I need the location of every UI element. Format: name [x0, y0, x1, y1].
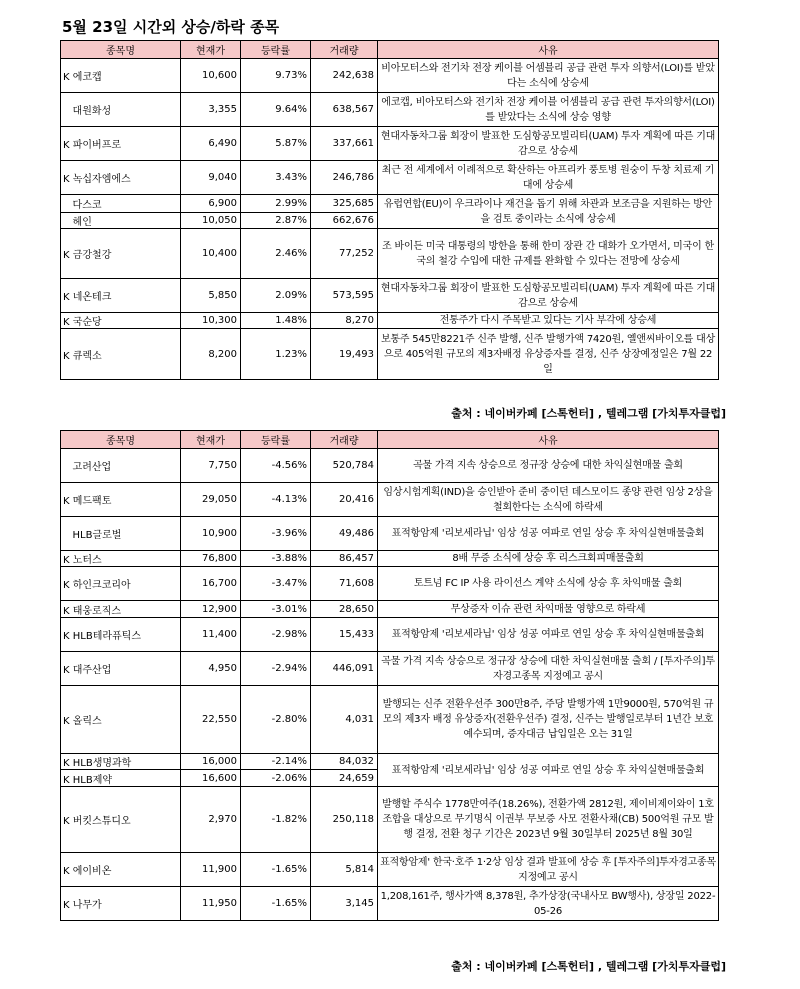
price: 76,800 [181, 551, 241, 567]
table-row [61, 449, 719, 483]
reason: 조 바이든 미국 대통령의 방한을 통해 한미 장관 간 대화가 오가면서, 미국이 한국의 철강 수입에 대한 규제를 완화할 수 있다는 전망에 상승세 [378, 229, 719, 279]
volume: 28,650 [311, 601, 378, 618]
header-volume: 거래량 [311, 41, 378, 59]
page-title: 5월 23일 시간외 상승/하락 종목 [62, 18, 280, 36]
volume: 49,486 [311, 517, 378, 551]
price: 6,490 [181, 127, 241, 161]
volume: 4,031 [311, 686, 378, 754]
table-row [61, 161, 719, 195]
table-header-row [61, 41, 719, 59]
volume: 662,676 [311, 213, 378, 229]
change-rate: -1.82% [241, 787, 311, 853]
change-rate: -2.80% [241, 686, 311, 754]
reason: 현대자동차그룹 회장이 발표한 도심항공모빌리티(UAM) 투자 계획에 따른 기대감으로 상승세 [378, 127, 719, 161]
price: 5,850 [181, 279, 241, 313]
reason: 비아모터스와 전기차 전장 케이블 어셈블리 공급 관련 투자 의향서(LOI)를 받았다는 소식에 상승세 [378, 59, 719, 93]
header-change: 등락률 [241, 41, 311, 59]
change-rate: -3.47% [241, 567, 311, 601]
reason: 1,208,161주, 행사가액 8,378원, 추가상장(국내사모 BW행사), 상장일 2022-05-26 [378, 887, 719, 921]
table-row [61, 127, 719, 161]
price: 11,950 [181, 887, 241, 921]
stock-name: K 에코캡 [61, 59, 181, 93]
falling-stocks-table [60, 430, 719, 921]
volume: 246,786 [311, 161, 378, 195]
volume: 250,118 [311, 787, 378, 853]
change-rate: 2.99% [241, 195, 311, 213]
stock-name: K HLB테라퓨틱스 [61, 618, 181, 652]
volume: 84,032 [311, 754, 378, 770]
table-row [61, 483, 719, 517]
volume: 8,270 [311, 313, 378, 329]
reason: 표적항암제' 한국·호주 1·2상 임상 결과 발표에 상승 후 [투자주의]투자경고종목 지정예고 공시 [378, 853, 719, 887]
change-rate: 1.48% [241, 313, 311, 329]
reason: 유럽연합(EU)이 우크라이나 재건을 돕기 위해 차관과 보조금을 지원하는 방안을 검토 중이라는 소식에 상승세 [378, 195, 719, 229]
reason: 곡물 가격 지속 상승으로 정규장 상승에 대한 차익실현매물 출회 / [투자주의]투자경고종목 지정예고 공시 [378, 652, 719, 686]
table-row [61, 229, 719, 279]
reason: 토트넘 FC IP 사용 라이선스 계약 소식에 상승 후 차익매물 출회 [378, 567, 719, 601]
stock-name: K 나무가 [61, 887, 181, 921]
volume: 573,595 [311, 279, 378, 313]
volume: 638,567 [311, 93, 378, 127]
header-volume: 거래량 [311, 431, 378, 449]
stock-name: 대원화성 [61, 93, 181, 127]
price: 22,550 [181, 686, 241, 754]
stock-name: K HLB생명과학 [61, 754, 181, 770]
change-rate: -4.56% [241, 449, 311, 483]
volume: 71,608 [311, 567, 378, 601]
change-rate: 2.09% [241, 279, 311, 313]
price: 16,000 [181, 754, 241, 770]
table-row [61, 59, 719, 93]
stock-name: 고려산업 [61, 449, 181, 483]
table-row [61, 887, 719, 921]
reason: 표적항암제 '리보세라닙' 임상 성공 여파로 연일 상승 후 차익실현매물출회 [378, 517, 719, 551]
change-rate: -2.14% [241, 754, 311, 770]
price: 10,600 [181, 59, 241, 93]
header-reason: 사유 [378, 431, 719, 449]
price: 16,600 [181, 770, 241, 787]
price: 7,750 [181, 449, 241, 483]
volume: 86,457 [311, 551, 378, 567]
table-row [61, 551, 719, 567]
stock-name: K 파이버프로 [61, 127, 181, 161]
change-rate: 5.87% [241, 127, 311, 161]
reason: 표적항암제 '리보세라닙' 임상 성공 여파로 연일 상승 후 차익실현매물출회 [378, 754, 719, 787]
stock-name: 다스코 [61, 195, 181, 213]
volume: 19,493 [311, 329, 378, 380]
change-rate: -2.94% [241, 652, 311, 686]
table-row [61, 754, 719, 770]
source-note: 출처 : 네이버카페 [스톡헌터] , 텔레그램 [가치투자클럽] [451, 407, 726, 420]
volume: 520,784 [311, 449, 378, 483]
change-rate: -3.88% [241, 551, 311, 567]
stock-name: K 하인크코리아 [61, 567, 181, 601]
volume: 77,252 [311, 229, 378, 279]
volume: 5,814 [311, 853, 378, 887]
table-row [61, 517, 719, 551]
table-row [61, 279, 719, 313]
table-row [61, 93, 719, 127]
change-rate: 1.23% [241, 329, 311, 380]
reason: 임상시험계획(IND)을 승인받아 준비 중이던 데스모이드 종양 관련 임상 2상을 철회한다는 소식에 하락세 [378, 483, 719, 517]
change-rate: 9.73% [241, 59, 311, 93]
reason: 표적항암제 '리보세라닙' 임상 성공 여파로 연일 상승 후 차익실현매물출회 [378, 618, 719, 652]
stock-name: 헤인 [61, 213, 181, 229]
stock-name: K 버킷스튜디오 [61, 787, 181, 853]
price: 10,400 [181, 229, 241, 279]
header-change: 등락률 [241, 431, 311, 449]
stock-name: K 금강철강 [61, 229, 181, 279]
volume: 446,091 [311, 652, 378, 686]
stock-name: K 대주산업 [61, 652, 181, 686]
stock-name: K 메드팩토 [61, 483, 181, 517]
reason: 전통주가 다시 주목받고 있다는 기사 부각에 상승세 [378, 313, 719, 329]
stock-name: HLB글로벌 [61, 517, 181, 551]
table-row [61, 329, 719, 380]
table-row [61, 195, 719, 213]
table-row [61, 618, 719, 652]
rising-stocks-table [60, 40, 719, 380]
price: 10,900 [181, 517, 241, 551]
table-header-row [61, 431, 719, 449]
change-rate: -3.96% [241, 517, 311, 551]
stock-name: K 에이비온 [61, 853, 181, 887]
change-rate: -4.13% [241, 483, 311, 517]
volume: 20,416 [311, 483, 378, 517]
stock-name: K 태웅로직스 [61, 601, 181, 618]
table-row [61, 686, 719, 754]
reason: 발행할 주식수 1778만여주(18.26%), 전환가액 2812원, 제이비제이와이 1호조합을 대상으로 무기명식 이권부 무보증 사모 전환사채(CB) 500억원 규모 발행 결정, 전환 청구 기간은 2023년 9월 30일부터 2025년 8월 30일 [378, 787, 719, 853]
price: 11,900 [181, 853, 241, 887]
volume: 337,661 [311, 127, 378, 161]
change-rate: -1.65% [241, 853, 311, 887]
reason: 현대자동차그룹 회장이 발표한 도심항공모빌리티(UAM) 투자 계획에 따른 기대감으로 상승세 [378, 279, 719, 313]
price: 8,200 [181, 329, 241, 380]
reason: 8배 무증 소식에 상승 후 리스크회피매물출회 [378, 551, 719, 567]
reason: 최근 전 세계에서 이례적으로 확산하는 아프리카 풍토병 원숭이 두창 치료제 기대에 상승세 [378, 161, 719, 195]
stock-name: K HLB제약 [61, 770, 181, 787]
volume: 325,685 [311, 195, 378, 213]
reason: 무상증자 이슈 관련 차익매물 영향으로 하락세 [378, 601, 719, 618]
change-rate: -2.98% [241, 618, 311, 652]
reason: 발행되는 신주 전환우선주 300만8주, 주당 발행가액 1만9000원, 570억원 규모의 제3자 배정 유상증자(전환우선주) 결정, 신주는 발행일로부터 1년간 보호예수되며, 증자대금 납입일은 오는 31일 [378, 686, 719, 754]
table-row [61, 787, 719, 853]
stock-name: K 노터스 [61, 551, 181, 567]
price: 12,900 [181, 601, 241, 618]
change-rate: -2.06% [241, 770, 311, 787]
reason: 보통주 545만8221주 신주 발행, 신주 발행가액 7420원, 옐앤씨바이오를 대상으로 405억원 규모의 제3자배정 유상증자를 결정, 신주 상장예정일은 7월 22일 [378, 329, 719, 380]
stock-name: K 녹십자엠에스 [61, 161, 181, 195]
price: 3,355 [181, 93, 241, 127]
header-reason: 사유 [378, 41, 719, 59]
price: 2,970 [181, 787, 241, 853]
change-rate: 2.46% [241, 229, 311, 279]
price: 9,040 [181, 161, 241, 195]
source-note: 출처 : 네이버카페 [스톡헌터] , 텔레그램 [가치투자클럽] [451, 960, 726, 973]
table-row [61, 601, 719, 618]
volume: 3,145 [311, 887, 378, 921]
reason: 에코캡, 비아모터스와 전기차 전장 케이블 어셈블리 공급 관련 투자의향서(LOI)를 받았다는 소식에 상승 영향 [378, 93, 719, 127]
price: 11,400 [181, 618, 241, 652]
table-row [61, 853, 719, 887]
reason: 곡물 가격 지속 상승으로 정규장 상승에 대한 차익실현매물 출회 [378, 449, 719, 483]
stock-name: K 올릭스 [61, 686, 181, 754]
price: 29,050 [181, 483, 241, 517]
stock-name: K 국순당 [61, 313, 181, 329]
header-price: 현재가 [181, 41, 241, 59]
table-row [61, 567, 719, 601]
price: 4,950 [181, 652, 241, 686]
header-name: 종목명 [61, 41, 181, 59]
header-price: 현재가 [181, 431, 241, 449]
change-rate: 2.87% [241, 213, 311, 229]
header-name: 종목명 [61, 431, 181, 449]
change-rate: -1.65% [241, 887, 311, 921]
price: 10,050 [181, 213, 241, 229]
volume: 24,659 [311, 770, 378, 787]
change-rate: 9.64% [241, 93, 311, 127]
table-row [61, 313, 719, 329]
stock-name: K 네온테크 [61, 279, 181, 313]
volume: 15,433 [311, 618, 378, 652]
price: 6,900 [181, 195, 241, 213]
change-rate: -3.01% [241, 601, 311, 618]
price: 10,300 [181, 313, 241, 329]
change-rate: 3.43% [241, 161, 311, 195]
table-row [61, 652, 719, 686]
volume: 242,638 [311, 59, 378, 93]
stock-name: K 큐렉소 [61, 329, 181, 380]
price: 16,700 [181, 567, 241, 601]
